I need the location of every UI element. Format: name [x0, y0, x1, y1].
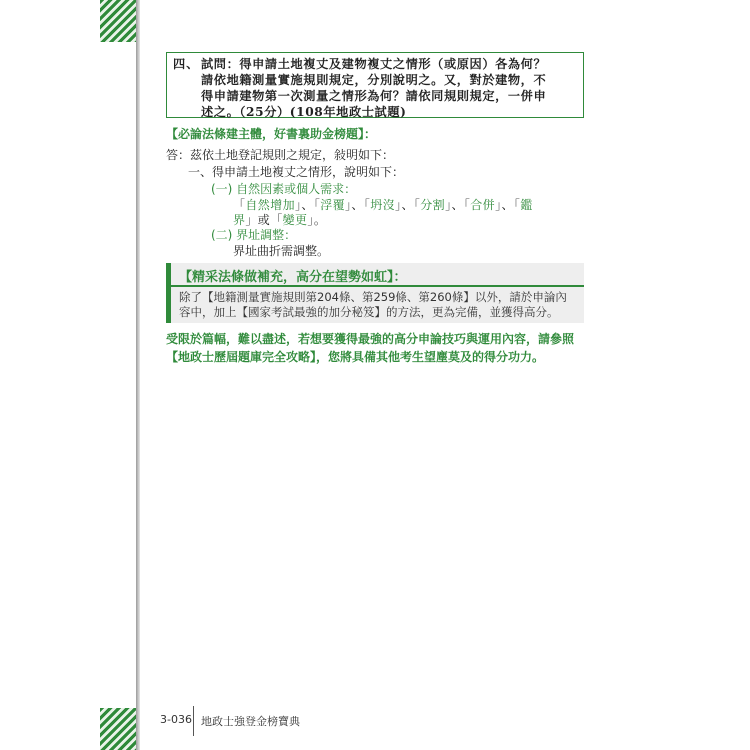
- question-line: 述之。（25分）(108年地政士試題): [201, 105, 407, 119]
- section-1-heading: 一、得申請土地複丈之情形，說明如下：: [188, 165, 405, 179]
- footer-divider: [193, 706, 194, 736]
- text-fragment: 「: [233, 198, 246, 212]
- text-fragment: 」、「: [495, 198, 521, 212]
- callout-body: [179, 290, 581, 320]
- term-division: 分割: [420, 198, 446, 212]
- decorative-stripe-bottom: [100, 708, 136, 750]
- question-line: 得申請建物第一次測量之情形為何？請依同規則規定，一併申: [201, 89, 547, 103]
- text-fragment: 」。: [307, 213, 327, 227]
- term-change: 變更: [282, 213, 308, 227]
- subsection-2-text: 界址曲折需調整。: [233, 244, 330, 258]
- callout-line: 除了【地籍測量實施規則第204條、第259條、第260條】以外，請於申論內: [179, 290, 567, 304]
- subsection-1-heading: (一) 自然因素或個人需求：: [211, 182, 357, 196]
- callout-title: 【精采法條做補充，高分在望勢如虹】：: [179, 270, 407, 285]
- promo-line: 【地政士歷屆題庫完全攻略】，您將具備其他考生望塵莫及的得分功力。: [166, 350, 545, 364]
- term-merger: 合併: [470, 198, 496, 212]
- answer-intro: 答：茲依土地登記規則之規定，敍明如下：: [166, 148, 395, 162]
- promo-text: [166, 330, 586, 366]
- law-heading: 【必論法條建主體，好書裏助金榜題】：: [166, 127, 377, 141]
- text-fragment: 」、「: [345, 198, 371, 212]
- supplement-callout: [166, 263, 584, 323]
- term-boundary-part1: 鑑: [520, 198, 533, 212]
- text-fragment: 」或「: [245, 213, 283, 227]
- promo-line: 受限於篇幅，難以盡述，若想要獲得最強的高分申論技巧與運用內容，請參照: [166, 332, 575, 346]
- text-fragment: 」、「: [395, 198, 421, 212]
- decorative-stripe-top: [100, 0, 136, 42]
- text-fragment: 」、「: [445, 198, 471, 212]
- page-spine-shadow: [136, 0, 140, 750]
- term-boundary-part2: 界: [233, 213, 246, 227]
- question-box: [166, 52, 584, 118]
- question-line: 試問：得申請土地複丈及建物複丈之情形（或原因）各為何？: [201, 57, 547, 71]
- text-fragment: 」、「: [295, 198, 321, 212]
- term-submergence: 坍沒: [370, 198, 396, 212]
- callout-divider: [171, 285, 584, 287]
- term-natural-increase: 自然增加: [245, 198, 296, 212]
- page-number: 3-036: [160, 713, 192, 726]
- question-text: [201, 56, 579, 120]
- book-title: 地政士強登金榜寶典: [201, 715, 300, 728]
- question-number: 四、: [173, 57, 200, 71]
- callout-line: 容中，加上【國家考試最強的加分秘笈】的方法，更為完備，並獲得高分。: [179, 305, 559, 319]
- subsection-2-heading: (二) 界址調整：: [211, 228, 297, 242]
- term-emergence: 浮覆: [320, 198, 346, 212]
- question-line: 請依地籍測量實施規則規定，分別說明之。又，對於建物，不: [201, 73, 547, 87]
